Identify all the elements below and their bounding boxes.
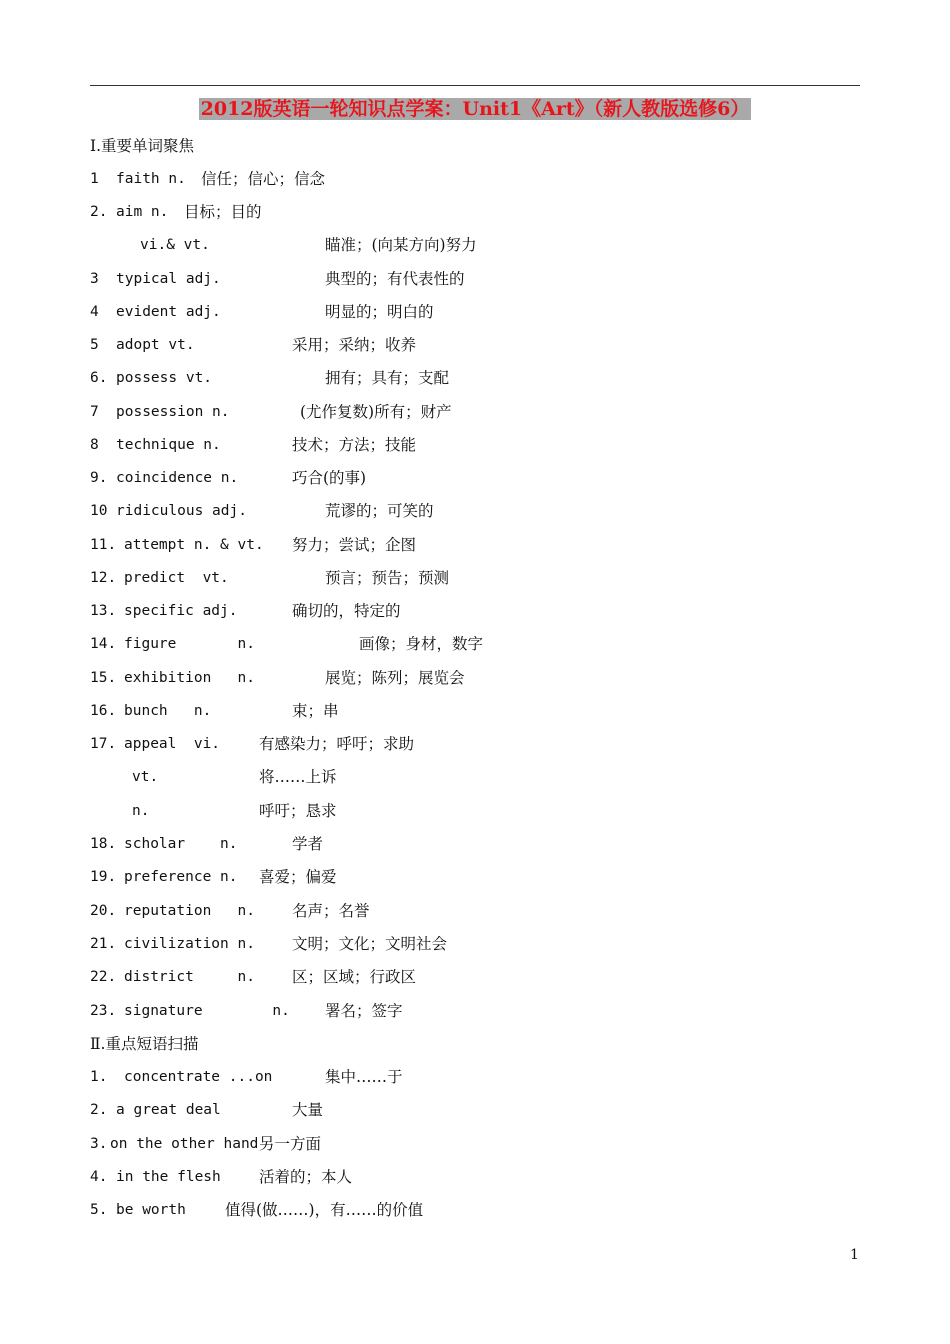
vocab-row: 11. attempt n. & vt. 努力；尝试；企图 bbox=[90, 536, 417, 554]
vocab-row: 22. district n. 区；区域；行政区 bbox=[90, 968, 417, 986]
vocab-row: 18. scholar n. 学者 bbox=[90, 835, 324, 853]
vocab-row: 6. possess vt. 拥有；具有；支配 bbox=[90, 369, 450, 387]
vocab-row: vi.& vt. 瞄准；(向某方向)努力 bbox=[140, 236, 477, 254]
vocab-row: vt. 将……上诉 bbox=[132, 768, 337, 786]
vocab-row: 4 evident adj. 明显的；明白的 bbox=[90, 303, 434, 321]
vocab-row: 2. aim n. 目标；目的 bbox=[90, 203, 262, 221]
vocab-row: n. 呼吁；恳求 bbox=[132, 802, 337, 820]
phrase-row: 5. be worth 值得(做……)，有……的价值 bbox=[90, 1201, 424, 1219]
vocab-row: 20. reputation n. 名声；名誉 bbox=[90, 902, 370, 920]
vocab-row: 23. signature n. 署名；签字 bbox=[90, 1002, 403, 1020]
vocab-row: 17. appeal vi. 有感染力；呼吁；求助 bbox=[90, 735, 415, 753]
vocab-row: 14. figure n. 画像；身材，数字 bbox=[90, 635, 484, 653]
vocab-row: 16. bunch n. 束；串 bbox=[90, 702, 339, 720]
document-title: 2012版英语一轮知识点学案：Unit1《Art》（新人教版选修6） bbox=[200, 98, 750, 120]
vocab-row: 8 technique n. 技术；方法；技能 bbox=[90, 436, 417, 454]
vocab-row: 10 ridiculous adj. 荒谬的；可笑的 bbox=[90, 502, 434, 520]
phrase-row: 2. a great deal 大量 bbox=[90, 1101, 324, 1119]
vocab-row: 21. civilization n. 文明；文化；文明社会 bbox=[90, 935, 448, 953]
vocab-row: 15. exhibition n. 展览；陈列；展览会 bbox=[90, 669, 465, 687]
phrase-row: 1. concentrate ...on 集中……于 bbox=[90, 1068, 403, 1086]
vocab-row: 1 faith n. 信任；信心；信念 bbox=[90, 170, 326, 188]
vocab-row: 13. specific adj. 确切的，特定的 bbox=[90, 602, 401, 620]
vocab-row: 3 typical adj. 典型的；有代表性的 bbox=[90, 270, 465, 288]
vocab-row: 12. predict vt. 预言；预告；预测 bbox=[90, 569, 450, 587]
vocab-row: 5 adopt vt. 采用；采纳；收养 bbox=[90, 336, 417, 354]
vocab-row: 9. coincidence n. 巧合(的事) bbox=[90, 469, 367, 487]
phrase-row: 3. on the other hand 另一方面 bbox=[90, 1135, 322, 1153]
header-rule bbox=[90, 85, 860, 86]
page-number: 1 bbox=[850, 1247, 859, 1263]
phrase-row: 4. in the flesh 活着的；本人 bbox=[90, 1168, 353, 1186]
vocab-row: 19. preference n. 喜爱；偏爱 bbox=[90, 868, 337, 886]
vocab-row: 7 possession n. (尤作复数)所有；财产 bbox=[90, 403, 452, 421]
